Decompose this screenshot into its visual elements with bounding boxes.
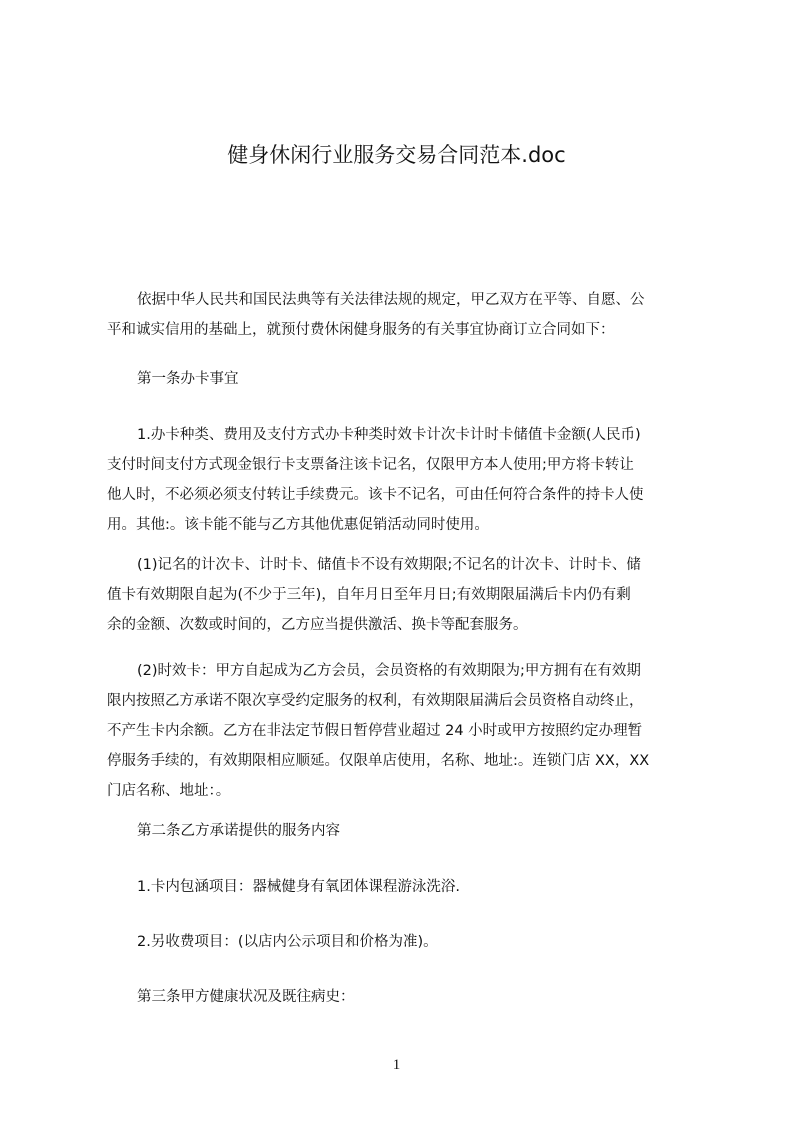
section-heading-article-1 bbox=[107, 364, 697, 394]
paragraph-preamble bbox=[107, 285, 697, 345]
text-line: 停服务手续的，有效期限相应顺延。仅限单店使用，名称、地址:。连锁门店 XX，XX bbox=[107, 753, 650, 769]
section-heading-article-3 bbox=[107, 982, 697, 1012]
text-line: 门店名称、地址：。 bbox=[107, 783, 231, 799]
text-line: 用。其他:。该卡能不能与乙方其他优惠促销活动同时使用。 bbox=[107, 517, 489, 533]
paragraph-validity-1 bbox=[107, 550, 697, 640]
text-line: 第一条办卡事宜 bbox=[137, 371, 239, 387]
text-line: (1)记名的计次卡、计时卡、储值卡不设有效期限;不记名的计次卡、计时卡、储 bbox=[137, 557, 641, 573]
text-line: 余的金额、次数或时间的，乙方应当提供激活、换卡等配套服务。 bbox=[107, 617, 528, 633]
text-line: 1.办卡种类、费用及支付方式办卡种类时效卡计次卡计时卡储值卡金额(人民币) bbox=[137, 427, 641, 443]
paragraph-included-items bbox=[107, 872, 697, 902]
paragraph-card-types bbox=[107, 420, 697, 540]
text-line: 限内按照乙方承诺不限次享受约定服务的权利，有效期限届满后会员资格自动终止， bbox=[107, 693, 644, 709]
section-heading-article-2 bbox=[107, 816, 697, 846]
text-line: 依据中华人民共和国民法典等有关法律法规的规定，甲乙双方在平等、自愿、公 bbox=[137, 292, 645, 308]
text-line: (2)时效卡：甲方自起成为乙方会员，会员资格的有效期限为;甲方拥有在有效期 bbox=[137, 663, 641, 679]
paragraph-validity-2 bbox=[107, 656, 697, 806]
text-line: 支付时间支付方式现金银行卡支票备注该卡记名，仅限甲方本人使用;甲方将卡转让 bbox=[107, 457, 634, 473]
text-line: 值卡有效期限自起为(不少于三年)，自年月日至年月日;有效期限届满后卡内仍有剩 bbox=[107, 587, 631, 603]
text-line: 平和诚实信用的基础上，就预付费休闲健身服务的有关事宜协商订立合同如下： bbox=[107, 322, 615, 338]
text-line: 他人时，不必须必须支付转让手续费元。该卡不记名，可由任何符合条件的持卡人使 bbox=[107, 487, 644, 503]
page-number: 1 bbox=[392, 1057, 401, 1073]
text-line: 第二条乙方承诺提供的服务内容 bbox=[137, 823, 340, 839]
text-line: 1.卡内包涵项目：器械健身有氧团体课程游泳洗浴. bbox=[137, 879, 460, 895]
text-line: 不产生卡内余额。乙方在非法定节假日暂停营业超过 24 小时或甲方按照约定办理暂 bbox=[107, 723, 643, 739]
document-title: 健身休闲行业服务交易合同范本.doc bbox=[227, 143, 566, 167]
text-line: 2.另收费项目：(以店内公示项目和价格为准)。 bbox=[137, 934, 438, 950]
paragraph-extra-charges bbox=[107, 927, 697, 957]
text-line: 第三条甲方健康状况及既往病史： bbox=[137, 989, 355, 1005]
